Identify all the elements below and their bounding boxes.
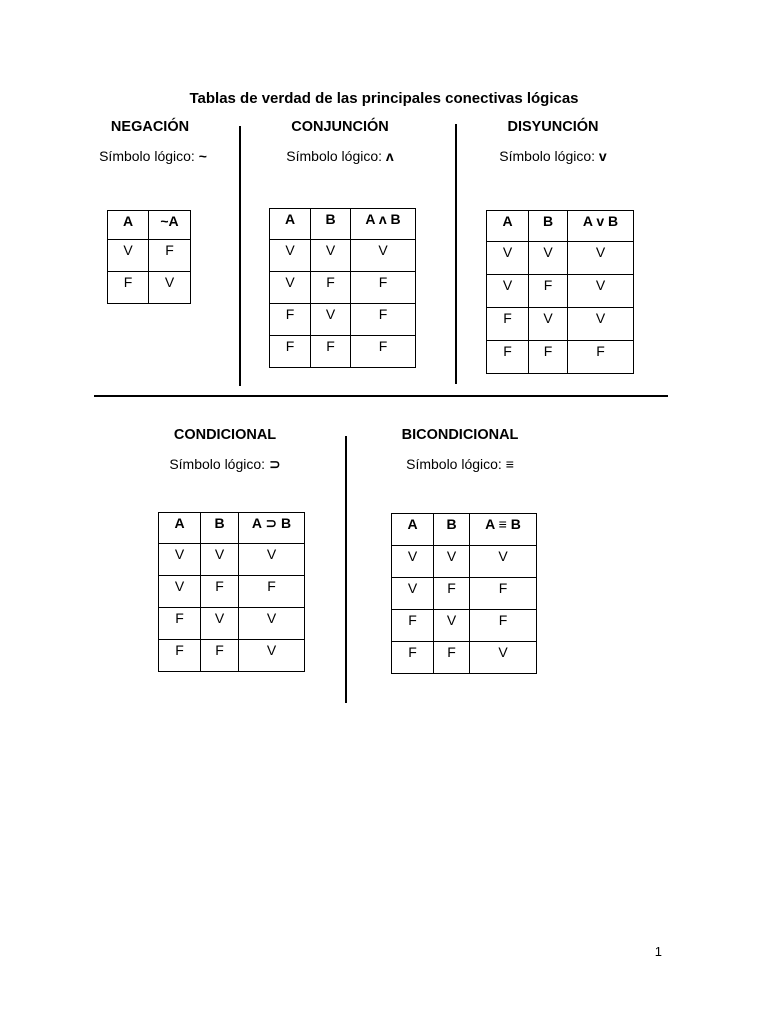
- table-cell: V: [311, 240, 351, 272]
- table-cell: V: [434, 546, 470, 578]
- table-cell: V: [270, 240, 311, 272]
- table-cell: F: [311, 272, 351, 304]
- table-cell: F: [487, 308, 529, 341]
- table-cell: V: [392, 578, 434, 610]
- table-cell: F: [487, 341, 529, 374]
- column-divider-left: [239, 126, 241, 386]
- table-row: [392, 578, 537, 610]
- table-row: [270, 272, 416, 304]
- table-cell: F: [568, 341, 634, 374]
- table-row: [159, 576, 305, 608]
- table-cell: V: [149, 272, 191, 304]
- table-cell: F: [108, 272, 149, 304]
- table-header-cell: A ʌ B: [351, 209, 416, 240]
- table-row: [270, 240, 416, 272]
- table-cell: F: [270, 304, 311, 336]
- table-row: [487, 341, 634, 374]
- table-cell: F: [351, 272, 416, 304]
- disyuncion-symbol-line: [478, 148, 628, 164]
- table-row: [159, 640, 305, 672]
- table-header-row: [159, 513, 305, 544]
- table-row: [392, 546, 537, 578]
- table-header-cell: A: [159, 513, 201, 544]
- table-header-cell: A: [392, 514, 434, 546]
- table-header-row: [392, 514, 537, 546]
- condicional-symbol: ⊃: [268, 456, 281, 472]
- table-cell: V: [201, 608, 239, 640]
- table-cell: F: [470, 610, 537, 642]
- table-cell: V: [239, 608, 305, 640]
- conjuncion-symbol: ʌ: [385, 148, 394, 164]
- table-cell: V: [487, 275, 529, 308]
- bicondicional-heading: BICONDICIONAL: [401, 427, 519, 443]
- condicional-truth-table: [158, 512, 305, 672]
- table-header-cell: B: [311, 209, 351, 240]
- table-cell: F: [201, 576, 239, 608]
- table-cell: F: [392, 610, 434, 642]
- table-cell: V: [434, 610, 470, 642]
- symbol-prefix: Símbolo lógico:: [169, 456, 266, 472]
- conjuncion-symbol-line: [265, 148, 415, 164]
- table-cell: V: [470, 546, 537, 578]
- table-header-cell: ~A: [149, 211, 191, 240]
- table-cell: V: [270, 272, 311, 304]
- disyuncion-truth-table: [486, 210, 634, 374]
- table-header-cell: B: [201, 513, 239, 544]
- table-cell: F: [149, 240, 191, 272]
- table-cell: V: [487, 242, 529, 275]
- table-row: [108, 240, 191, 272]
- symbol-prefix: Símbolo lógico:: [99, 148, 195, 164]
- table-header-cell: A: [108, 211, 149, 240]
- negacion-heading: NEGACIÓN: [110, 119, 190, 135]
- condicional-symbol-line: [150, 456, 300, 473]
- table-cell: V: [201, 544, 239, 576]
- table-cell: F: [159, 608, 201, 640]
- table-row: [392, 610, 537, 642]
- table-row: [159, 544, 305, 576]
- table-cell: F: [470, 578, 537, 610]
- table-cell: V: [568, 308, 634, 341]
- table-header-cell: A: [487, 211, 529, 242]
- table-cell: F: [270, 336, 311, 368]
- table-cell: V: [351, 240, 416, 272]
- bottom-column-divider: [345, 436, 347, 703]
- table-cell: V: [239, 640, 305, 672]
- table-cell: V: [529, 308, 568, 341]
- table-cell: V: [568, 242, 634, 275]
- table-cell: V: [239, 544, 305, 576]
- table-cell: F: [434, 642, 470, 674]
- table-cell: V: [159, 544, 201, 576]
- table-cell: V: [568, 275, 634, 308]
- table-row: [270, 304, 416, 336]
- disyuncion-heading: DISYUNCIÓN: [507, 119, 599, 135]
- symbol-prefix: Símbolo lógico:: [406, 456, 502, 472]
- table-header-row: [487, 211, 634, 242]
- table-cell: F: [351, 336, 416, 368]
- table-row: [487, 275, 634, 308]
- table-header-row: [108, 211, 191, 240]
- table-cell: F: [529, 341, 568, 374]
- column-divider-right: [455, 124, 457, 384]
- table-cell: V: [311, 304, 351, 336]
- table-cell: V: [470, 642, 537, 674]
- conjuncion-truth-table: [269, 208, 416, 368]
- horizontal-divider: [94, 395, 668, 397]
- table-cell: F: [351, 304, 416, 336]
- table-cell: F: [239, 576, 305, 608]
- table-header-row: [270, 209, 416, 240]
- page-number: 1: [654, 944, 662, 959]
- table-cell: F: [311, 336, 351, 368]
- table-row: [270, 336, 416, 368]
- conjuncion-heading: CONJUNCIÓN: [291, 119, 389, 135]
- negacion-truth-table: [107, 210, 191, 304]
- table-cell: V: [529, 242, 568, 275]
- table-header-cell: B: [434, 514, 470, 546]
- document-title: Tablas de verdad de las principales conectivas lógicas: [189, 90, 579, 107]
- table-row: [487, 308, 634, 341]
- negacion-symbol: ~: [198, 148, 207, 164]
- table-row: [159, 608, 305, 640]
- symbol-prefix: Símbolo lógico:: [286, 148, 383, 164]
- table-cell: F: [392, 642, 434, 674]
- table-cell: V: [392, 546, 434, 578]
- table-cell: F: [201, 640, 239, 672]
- bicondicional-symbol-line: [385, 456, 535, 472]
- table-header-cell: A: [270, 209, 311, 240]
- table-row: [392, 642, 537, 674]
- negacion-symbol-line: [78, 148, 228, 164]
- table-cell: V: [159, 576, 201, 608]
- table-header-cell: A v B: [568, 211, 634, 242]
- table-header-cell: A ≡ B: [470, 514, 537, 546]
- symbol-prefix: Símbolo lógico:: [499, 148, 596, 164]
- bicondicional-truth-table: [391, 513, 537, 674]
- table-header-cell: B: [529, 211, 568, 242]
- bicondicional-symbol: ≡: [505, 456, 514, 472]
- table-header-cell: A ⊃ B: [239, 513, 305, 544]
- condicional-heading: CONDICIONAL: [173, 427, 277, 443]
- table-cell: V: [108, 240, 149, 272]
- table-row: [108, 272, 191, 304]
- table-cell: F: [159, 640, 201, 672]
- table-row: [487, 242, 634, 275]
- table-cell: F: [529, 275, 568, 308]
- disyuncion-symbol: v: [598, 148, 607, 164]
- table-cell: F: [434, 578, 470, 610]
